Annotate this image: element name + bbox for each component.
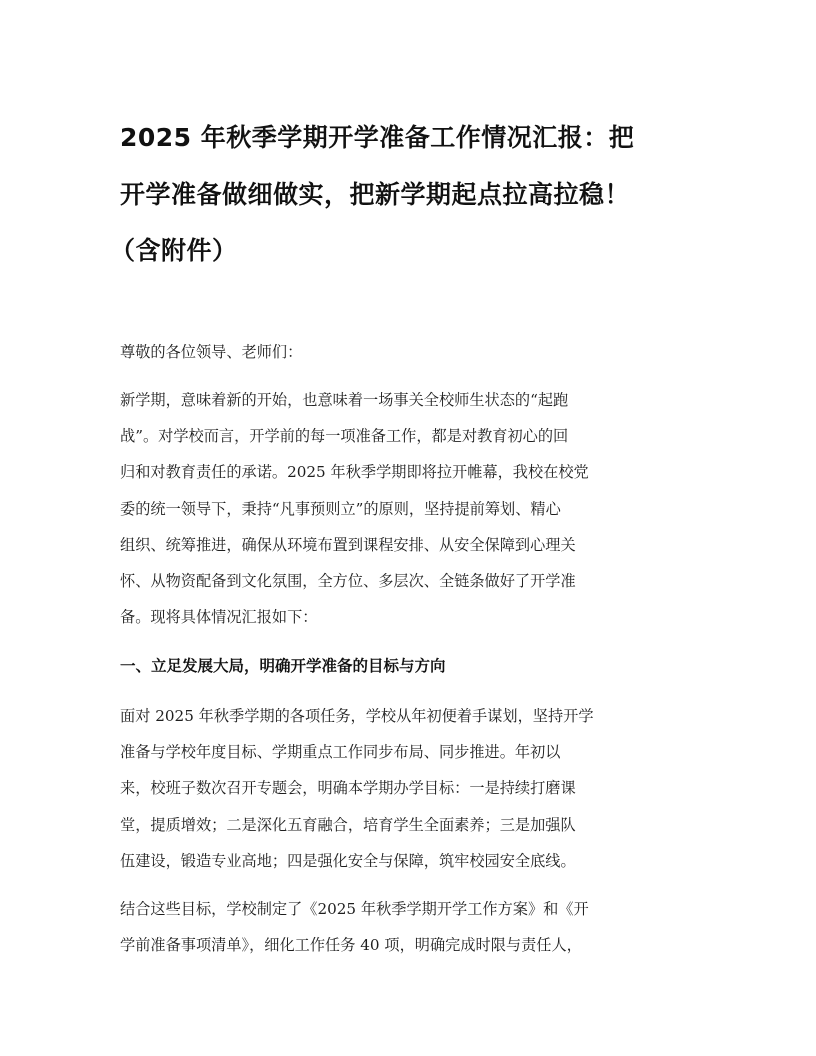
paragraph-line: 准备与学校年度目标、学期重点工作同步布局、同步推进。年初以	[120, 743, 561, 762]
section-1-paragraph-1	[120, 698, 720, 879]
paragraph-line: 委的统一领导下，秉持“凡事预则立”的原则，坚持提前筹划、精心	[120, 499, 561, 518]
intro-paragraph	[120, 382, 720, 635]
paragraph-line: 新学期，意味着新的开始，也意味着一场事关全校师生状态的“起跑	[120, 391, 569, 409]
paragraph-line: 学前准备事项清单》，细化工作任务 40 项，明确完成时限与责任人，	[120, 936, 582, 955]
paragraph-line: 结合这些目标，学校制定了《2025 年秋季学期开学工作方案》和《开	[120, 900, 589, 918]
section-1-paragraph-2	[120, 891, 720, 963]
paragraph-line: 战”。对学校而言，开学前的每一项准备工作，都是对教育初心的回	[120, 427, 569, 446]
salutation-text: 尊敬的各位领导、老师们：	[120, 343, 303, 361]
paragraph-line: 面对 2025 年秋季学期的各项任务，学校从年初便着手谋划，坚持开学	[120, 707, 594, 725]
document-title	[110, 110, 720, 280]
paragraph-line: 归和对教育责任的承诺。2025 年秋季学期即将拉开帷幕，我校在校党	[120, 463, 589, 482]
paragraph-line: 堂，提质增效；二是深化五育融合，培育学生全面素养；三是加强队	[120, 815, 576, 834]
title-line-1: 2025 年秋季学期开学准备工作情况汇报：把	[120, 123, 635, 152]
title-line-3: （含附件）	[110, 236, 238, 265]
paragraph-line: 怀、从物资配备到文化氛围，全方位、多层次、全链条做好了开学准	[120, 572, 576, 591]
paragraph-line: 伍建设，锻造专业高地；四是强化安全与保障，筑牢校园安全底线。	[120, 851, 576, 870]
section-1-heading: 一、立足发展大局，明确开学准备的目标与方向	[120, 657, 446, 675]
paragraph-line: 备。现将具体情况汇报如下：	[120, 608, 318, 627]
paragraph-line: 组织、统筹推进，确保从环境布置到课程安排、从安全保障到心理关	[120, 535, 576, 554]
paragraph-line: 来，校班子数次召开专题会，明确本学期办学目标：一是持续打磨课	[120, 779, 576, 798]
title-line-2: 开学准备做细做实，把新学期起点拉高拉稳！	[120, 179, 631, 209]
salutation	[120, 334, 720, 370]
